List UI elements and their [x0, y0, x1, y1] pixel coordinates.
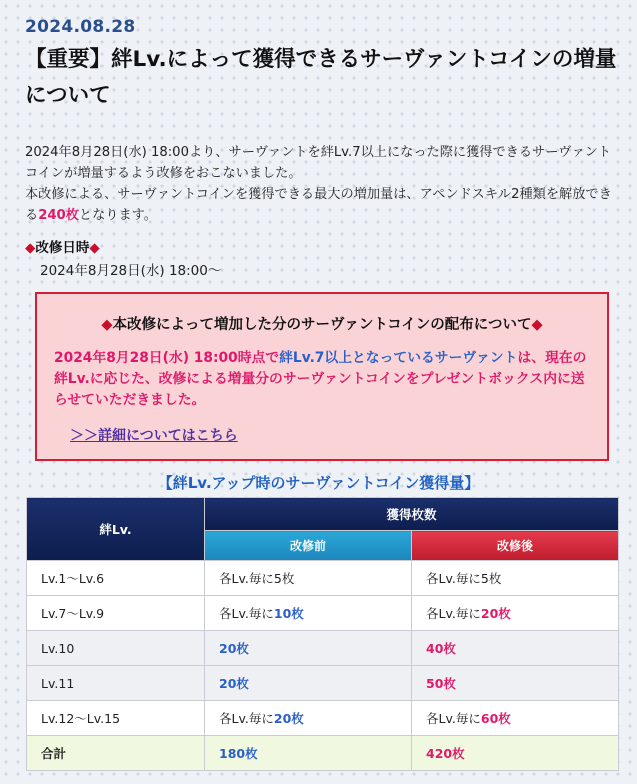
before-cell-value: 20枚 [219, 676, 249, 691]
after-cell [412, 561, 619, 596]
total-after [412, 736, 619, 771]
total-after-value: 420枚 [426, 746, 465, 761]
schedule-heading-label: 改修日時 [35, 240, 90, 256]
diamond-icon: ◆ [89, 240, 100, 256]
after-cell-text: 各Lv.毎に5枚 [426, 571, 502, 586]
diamond-icon: ◆ [101, 317, 113, 333]
article-title: 【重要】絆Lv.によって獲得できるサーヴァントコインの増量について [25, 47, 617, 108]
col-header-group: 獲得枚数 [205, 498, 619, 531]
intro-text-post: となります。 [78, 208, 157, 223]
table-row [27, 666, 619, 701]
after-cell-text: 各Lv.毎に [426, 711, 481, 726]
table-row [27, 561, 619, 596]
col-header-kizuna: 絆Lv. [27, 498, 205, 561]
level-cell: Lv.12～Lv.15 [27, 701, 205, 736]
notice-title-label: 本改修によって増加した分のサーヴァントコインの配布について [112, 317, 532, 333]
level-cell: Lv.1～Lv.6 [27, 561, 205, 596]
before-cell-text: 各Lv.毎に5枚 [219, 571, 295, 586]
intro-paragraph-2 [25, 184, 615, 226]
before-cell-text: 各Lv.毎に [219, 606, 274, 621]
intro-highlight: 240枚 [38, 208, 79, 223]
table-row [27, 596, 619, 631]
before-cell [205, 561, 412, 596]
after-cell-text: 各Lv.毎に [426, 606, 481, 621]
before-cell-value: 20枚 [219, 641, 249, 656]
intro-text-pre: 本改修による、サーヴァントコインを獲得できる最大の増加量は、アペンドスキル2種類を解放できる [25, 187, 612, 223]
total-before [205, 736, 412, 771]
after-cell-value: 60枚 [480, 711, 511, 726]
details-link[interactable]: ＞＞詳細についてはこちら [70, 428, 238, 444]
table-row [27, 631, 619, 666]
before-cell [205, 666, 412, 701]
after-cell-value: 40枚 [426, 641, 456, 656]
col-header-before: 改修前 [205, 531, 412, 561]
notice-box [35, 292, 609, 461]
after-cell [412, 631, 619, 666]
total-before-value: 180枚 [219, 746, 258, 761]
before-cell-text: 各Lv.毎に [219, 711, 274, 726]
after-cell [412, 701, 619, 736]
col-header-after: 改修後 [412, 531, 619, 561]
notice-text-part-3: は、現在の絆Lv.に応じた、改修による増量分のサーヴァントコインをプレゼントボックス内に送らせていただきました。 [54, 350, 587, 408]
level-cell: Lv.11 [27, 666, 205, 701]
notice-text [54, 348, 594, 411]
schedule-heading [25, 236, 100, 256]
after-cell [412, 596, 619, 631]
article-date: 2024.08.28 [25, 17, 136, 37]
table-caption: 【絆Lv.アップ時のサーヴァントコイン獲得量】 [157, 474, 480, 492]
before-cell [205, 631, 412, 666]
diamond-icon: ◆ [531, 317, 543, 333]
coin-table [26, 497, 619, 771]
before-cell-value: 10枚 [273, 606, 304, 621]
notice-text-part-1: 2024年8月28日(水) 18:00時点で [54, 350, 280, 366]
after-cell [412, 666, 619, 701]
intro-paragraph-1: 2024年8月28日(水) 18:00より、サーヴァントを絆Lv.7以上になった際に獲得できるサーヴァントコインが増量するよう改修をおこないました。 [25, 145, 612, 181]
before-cell [205, 701, 412, 736]
table-row [27, 701, 619, 736]
after-cell-value: 50枚 [426, 676, 456, 691]
intro-text [25, 142, 615, 226]
before-cell [205, 596, 412, 631]
level-cell: Lv.7～Lv.9 [27, 596, 205, 631]
level-cell: Lv.10 [27, 631, 205, 666]
notice-title [37, 313, 607, 334]
schedule-value: 2024年8月28日(水) 18:00～ [40, 263, 222, 279]
diamond-icon: ◆ [25, 240, 36, 256]
before-cell-value: 20枚 [273, 711, 304, 726]
total-row [27, 736, 619, 771]
notice-text-part-2: 絆Lv.7以上となっているサーヴァント [279, 350, 518, 366]
total-label: 合計 [27, 736, 205, 771]
after-cell-value: 20枚 [480, 606, 511, 621]
